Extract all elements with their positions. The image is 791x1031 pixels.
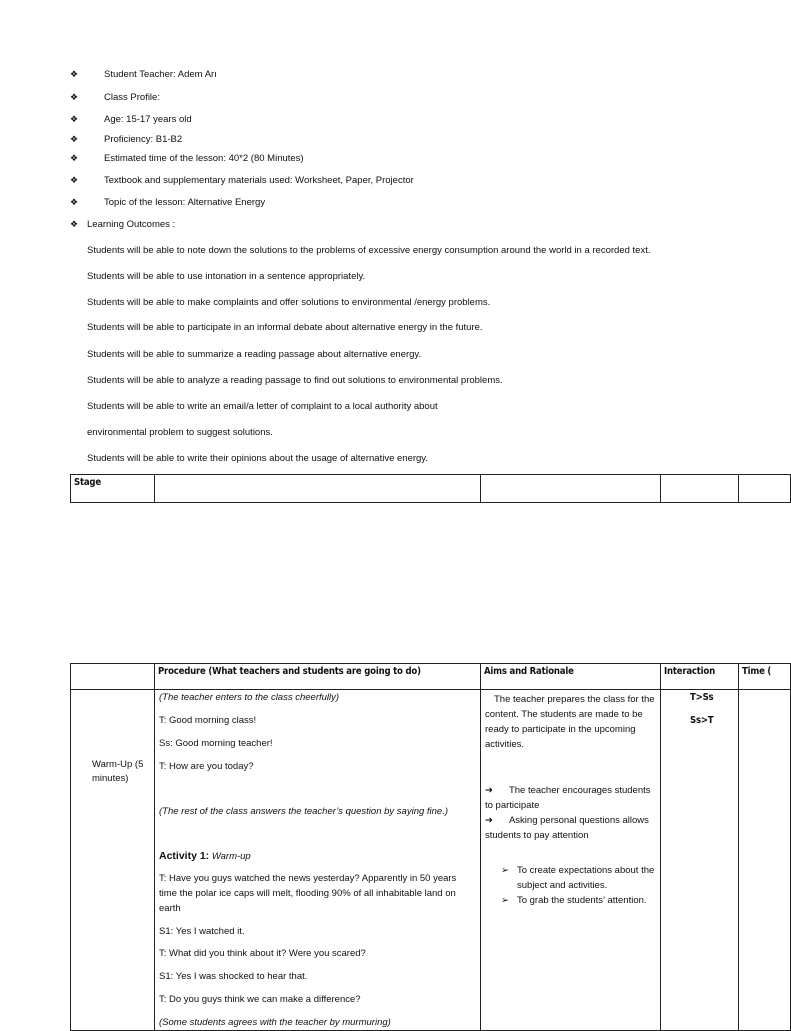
- interaction-header: Interaction: [661, 664, 739, 690]
- learning-outcome-continued: environmental problem to suggest solutions.: [87, 427, 273, 438]
- procedure-cell: [155, 690, 481, 1031]
- triangle-bullet-icon: ➢: [501, 895, 509, 906]
- lesson-topic: Topic of the lesson: Alternative Energy: [104, 197, 266, 208]
- stage-name: Warm-Up (5 minutes): [92, 759, 144, 784]
- dialogue-line: T: What did you think about it? Were you scared?: [159, 948, 366, 959]
- diamond-bullet-icon: ❖: [70, 92, 79, 102]
- interaction-cell: [661, 690, 739, 1031]
- class-profile: Class Profile:: [104, 92, 160, 103]
- learning-outcome: Students will be able to participate in an informal debate about alternative energy in the future.: [87, 322, 483, 333]
- learning-outcome: Students will be able to make complaints and offer solutions to environmental /energy problems.: [87, 297, 491, 308]
- dialogue-line: T: Good morning class!: [159, 715, 257, 726]
- dialogue-line: T: Do you guys think we can make a difference?: [159, 994, 361, 1005]
- aims-triangle-item: ➢ To create expectations about the subject and activities.: [501, 865, 655, 891]
- aims-paragraph: The teacher prepares the class for the content. The students are made to be ready to participate in the upcoming activities.: [485, 694, 655, 750]
- table-header-row: [71, 664, 791, 690]
- diamond-bullet-icon: ❖: [70, 197, 79, 207]
- procedure-header: Procedure (What teachers and students are going to do): [155, 664, 481, 690]
- learning-outcome: Students will be able to write their opinions about the usage of alternative energy.: [87, 453, 428, 464]
- learning-outcome: Students will be able to use intonation in a sentence appropriately.: [87, 271, 366, 282]
- interaction-pattern: Ss>T: [690, 715, 714, 726]
- student-teacher: Student Teacher: Adem Arı: [104, 69, 217, 80]
- diamond-bullet-icon: ❖: [70, 114, 79, 124]
- stage-direction: (Some students agrees with the teacher by murmuring): [159, 1017, 391, 1028]
- materials: Textbook and supplementary materials used: Worksheet, Paper, Projector: [104, 175, 414, 186]
- arrow-icon: ➔: [485, 785, 493, 796]
- dialogue-line: T: Have you guys watched the news yesterday? Apparently in 50 years: [159, 873, 457, 884]
- dialogue-line: T: How are you today?: [159, 761, 254, 772]
- learning-outcome: Students will be able to summarize a reading passage about alternative energy.: [87, 349, 422, 360]
- empty-cell: [155, 475, 481, 503]
- dialogue-line: time the polar ice caps will melt, flooding 90% of all inhabitable land on: [159, 888, 456, 899]
- dialogue-line: earth: [159, 903, 181, 914]
- arrow-icon: ➔: [485, 815, 493, 826]
- empty-cell: [661, 475, 739, 503]
- empty-cell: [739, 475, 791, 503]
- lesson-procedure-table: [70, 663, 791, 1031]
- learning-outcome: Students will be able to write an email/a letter of complaint to a local authority about: [87, 401, 438, 412]
- diamond-bullet-icon: ❖: [70, 134, 79, 144]
- stage-header-cell: [71, 475, 155, 503]
- diamond-bullet-icon: ❖: [70, 219, 79, 229]
- learning-outcome: Students will be able to analyze a reading passage to find out solutions to environmental problems.: [87, 375, 503, 386]
- diamond-bullet-icon: ❖: [70, 175, 79, 185]
- time-cell: [739, 690, 791, 1031]
- proficiency: Proficiency: B1-B2: [104, 134, 183, 145]
- aims-cell: [481, 690, 661, 1031]
- stage-direction: (The teacher enters to the class cheerfully): [159, 692, 340, 703]
- diamond-bullet-icon: ❖: [70, 153, 79, 163]
- dialogue-line: S1: Yes I watched it.: [159, 926, 245, 937]
- aims-arrow-item: ➔ The teacher encourages students to participate: [485, 785, 651, 811]
- time-header: Time (: [739, 664, 791, 690]
- stage-cell: [71, 690, 155, 1031]
- learning-outcome: Students will be able to note down the solutions to the problems of excessive energy consumption around the world in a recorded text.: [87, 245, 651, 256]
- learning-outcomes-heading: Learning Outcomes :: [87, 219, 176, 230]
- activity-title: Activity 1: Warm-up: [159, 850, 251, 862]
- stage-direction: (The rest of the class answers the teacher’s question by saying fine.): [159, 806, 449, 817]
- diamond-bullet-icon: ❖: [70, 69, 79, 79]
- interaction-pattern: T>Ss: [690, 692, 714, 703]
- empty-header-cell: [71, 664, 155, 690]
- table-row: [71, 690, 791, 1031]
- triangle-bullet-icon: ➢: [501, 865, 509, 876]
- dialogue-line: Ss: Good morning teacher!: [159, 738, 273, 749]
- stage-header-table: [70, 474, 791, 503]
- age: Age: 15-17 years old: [104, 114, 192, 125]
- dialogue-line: S1: Yes I was shocked to hear that.: [159, 971, 308, 982]
- aims-triangle-item: ➢ To grab the students’ attention.: [501, 895, 647, 906]
- stage-label: Stage: [74, 477, 101, 488]
- empty-cell: [481, 475, 661, 503]
- aims-header: Aims and Rationale: [481, 664, 661, 690]
- estimated-time: Estimated time of the lesson: 40*2 (80 Minutes): [104, 153, 304, 164]
- aims-arrow-item: ➔ Asking personal questions allows students to pay attention: [485, 815, 649, 841]
